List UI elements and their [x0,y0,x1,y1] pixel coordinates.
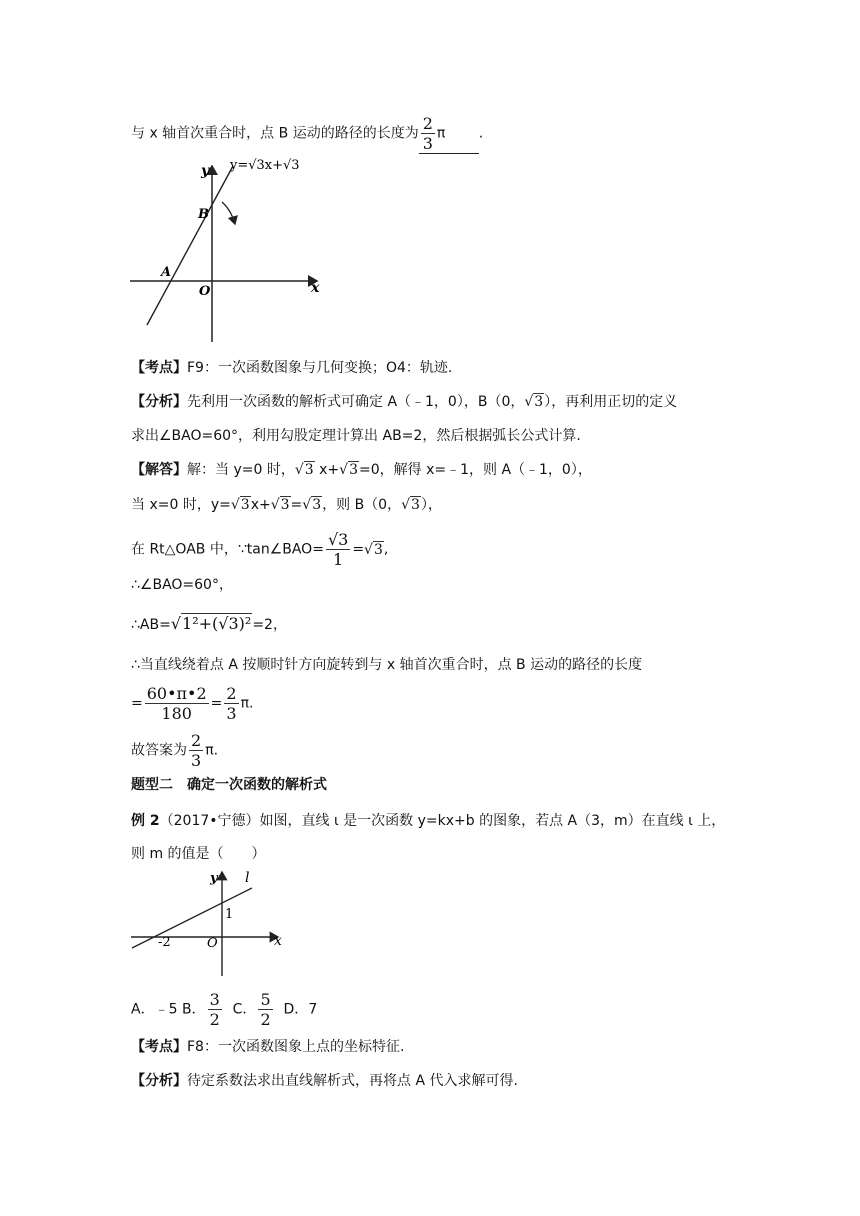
rotation-arrow [222,202,235,224]
tan-fraction: $\frac{√3}{1}$ [327,530,349,569]
options-line: A．﹣5 B． $\frac{3}{2}$ C． $\frac{5}{2}$ D．7 [131,990,318,1029]
example-2-line2: 则 m 的值是（ ） [131,846,266,862]
jieda-line5: ∴AB=√1²+(√3)²=2， [131,614,287,633]
point-b-label: B [198,207,209,222]
equation-label: y=√3x+√3 [230,158,300,173]
answer-fraction: $\frac{2}{3}$ [422,114,433,153]
line-l [132,888,252,948]
y-axis-label: y [201,163,210,179]
tick-x-label: -2 [158,935,171,950]
origin-label: O [199,284,211,299]
example-2-line1: 例 2（2017•宁德）如图，直线 ι 是一次函数 y=kx+b 的图象，若点 A（3，m）在直线 ι 上， [131,813,726,829]
x-axis-label-2: x [274,933,282,949]
jieda-line6: ∴当直线绕着点 A 按顺时针方向旋转到与 x 轴首次重合时，点 B 运动的路径的长度 [131,657,643,673]
answer-blank: $\frac{2}{3}$ π [419,114,479,154]
line-y-eq-sqrt3x [147,166,233,325]
jieda-line7: = $\frac{60•\pi•2}{180}$ = $\frac{2}{3}$ π. [131,684,254,723]
kaodian-1: 【考点】F9：一次函数图象与几何变换；O4：轨迹. [131,360,453,376]
origin-label-2: O [207,936,218,951]
jieda-line4: ∴∠BAO=60°， [131,577,233,593]
jieda-line8: 故答案为 $\frac{2}{3}$ π. [131,731,219,770]
point-a-label: A [161,265,172,280]
fenxi-2: 【分析】待定系数法求出直线解析式，再将点 A 代入求解可得. [131,1073,518,1089]
jieda-line3: 在 Rt△OAB 中，∵tan∠BAO= $\frac{√3}{1}$ =√3, [131,530,389,569]
function-graph-1 [125,152,335,347]
function-graph-2 [128,866,288,978]
fenxi-1-line2: 求出∠BAO=60°，利用勾股定理计算出 AB=2，然后根据弧长公式计算. [131,428,581,444]
line-l-label: l [245,870,250,886]
section-title: 题型二 确定一次函数的解析式 [131,777,327,793]
jieda-line1: 【解答】解：当 y=0 时，√3 x+√3=0，解得 x=﹣1，则 A（﹣1，0）， [131,462,592,478]
tick-y-label: 1 [225,907,234,922]
arc-fraction: $\frac{60•\pi•2}{180}$ [146,684,207,723]
y-axis-label-2: y [210,871,218,886]
jieda-line2: 当 x=0 时，y=√3x+√3=√3，则 B（0，√3）， [131,497,442,513]
x-axis-label: x [311,280,320,296]
kaodian-2: 【考点】F8：一次函数图象上点的坐标特征. [131,1039,405,1055]
question-line: 与 x 轴首次重合时，点 B 运动的路径的长度为 $\frac{2}{3}$ π . [131,114,484,153]
fenxi-1-line1: 【分析】先利用一次函数的解析式可确定 A（﹣1，0），B（0，√3），再利用正切的定义 [131,394,678,410]
